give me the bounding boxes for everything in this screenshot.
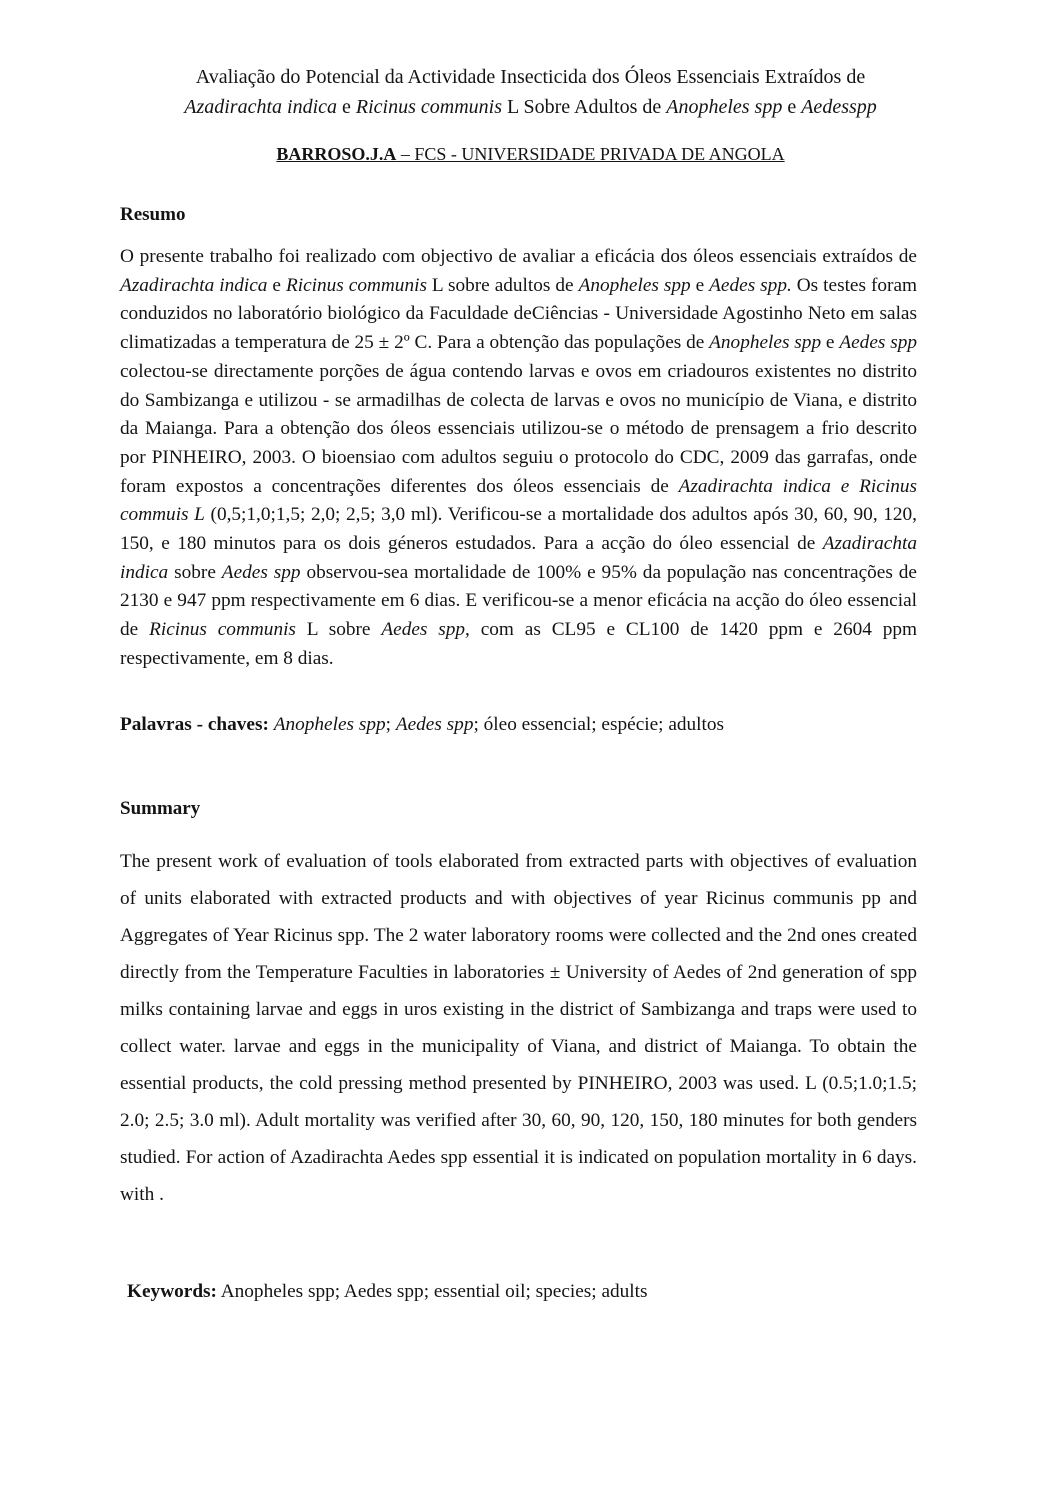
text-run: colectou-se directamente porções de água contendo larvas e ovos em criadouros existentes no distrito do Sambizanga e utilizou - se armadilhas de colecta de larvas e ovos no município de Viana, e distrito da Maianga. Para a obtenção dos óleos essenciais utilizou-se o método de prensagem a frio descrito por PINHEIRO, 2003. O bioensiao com adultos seguiu o protocolo do CDC, 2009 das garrafas, onde foram expostos a concentrações diferentes dos óleos essenciais de <box>120 360 917 497</box>
summary-heading: Summary <box>120 798 201 819</box>
resumo-paragraph <box>120 243 917 674</box>
summary-keywords-label: Keywords: <box>127 1281 217 1302</box>
author-line <box>100 141 961 167</box>
text-run: Aedes spp. <box>709 274 792 296</box>
text-run: Ricinus communis <box>355 96 502 118</box>
text-run: e <box>782 96 802 118</box>
text-run: L sobre <box>295 619 382 641</box>
text-run: Azadirachta indica <box>184 96 337 118</box>
resumo-heading: Resumo <box>120 204 186 225</box>
text-run: Ricinus communis <box>285 274 427 296</box>
text-run: (0,5;1,0;1,5; 2,0; 2,5; 3,0 ml). Verificou-se a mortalidade dos adultos após 30, 60, 90, 120, 150, e 180 minutos para os dois géneros estudados. Para a acção do óleo essencial de <box>120 504 918 555</box>
author-name: BARROSO.J.A <box>276 144 397 164</box>
author-affiliation: – FCS - UNIVERSIDADE PRIVADA DE ANGOLA <box>396 144 785 164</box>
paper-title <box>100 62 961 122</box>
text-run: Ricinus communis <box>149 619 296 641</box>
summary-paragraph: The present work of evaluation of tools elaborated from extracted parts with objectives of evaluation of units elaborated with extracted products and with objectives of year Ricinus communis pp and Aggregates of Year Ricinus spp. The 2 water laboratory rooms were collected and the 2nd ones created directly from the Temperature Faculties in laboratories ± University of Aedes of 2nd generation of spp milks containing larvae and eggs in uros existing in the district of Sambizanga and traps were used to collect water. larvae and eggs in the municipality of Viana, and district of Maianga. To obtain the essential products, the cold pressing method presented by PINHEIRO, 2003 was used. L (0.5;1.0;1.5; 2.0; 2.5; 3.0 ml). Adult mortality was verified after 30, 60, 90, 120, 150, 180 minutes for both genders studied. For action of Azadirachta Aedes spp essential it is indicated on population mortality in 6 days. with . <box>120 851 917 1205</box>
text-run: Aedes spp <box>221 561 301 583</box>
text-run: e <box>267 274 286 296</box>
text-run: e <box>690 274 710 296</box>
text-run: Os testes foram conduzidos no laboratório biológico da Faculdade deCiências - Universidade Agostinho Neto em salas climatizadas a temperatura de 25 ± 2º C. Para a obtenção das populações de <box>120 274 918 354</box>
text-run: sobre <box>168 561 222 583</box>
summary-keywords <box>127 1279 648 1305</box>
text-run: Anopheles spp <box>578 274 691 296</box>
text-run: Aedesspp <box>801 96 877 118</box>
resumo-keywords <box>120 712 724 738</box>
text-run: O presente trabalho foi realizado com objectivo de avaliar a eficácia dos óleos essenciais extraídos de <box>120 246 917 267</box>
text-run: , com as CL95 e CL100 de 1420 ppm e 2604 ppm respectivamente, em 8 dias. <box>120 619 918 669</box>
text-run: e <box>337 96 356 118</box>
title-line-2 <box>100 92 961 122</box>
text-run: L Sobre Adultos de <box>501 96 667 118</box>
text-run: ; <box>385 714 396 735</box>
resumo-keywords-text <box>269 714 724 735</box>
text-run: Aedes spp <box>839 332 918 354</box>
text-run: Aedes spp <box>381 619 466 641</box>
text-run: Aedes spp <box>395 714 474 735</box>
resumo-keywords-label: Palavras - chaves: <box>120 714 269 735</box>
text-run: Anopheles spp <box>709 332 822 354</box>
summary-keywords-text: Anopheles spp; Aedes spp; essential oil; species; adults <box>216 1281 648 1302</box>
text-run: observou-sea mortalidade de 100% e 95% da população nas concentrações de 2130 e 947 ppm respectivamente em 6 dias. E verificou-se a menor eficácia na acção do óleo essencial de <box>120 561 917 641</box>
text-run: Azadirachta indica <box>120 533 917 583</box>
text-run: Anopheles spp <box>666 96 783 118</box>
text-run: e <box>821 332 840 354</box>
text-run: Azadirachta indica <box>120 274 268 296</box>
title-line-1: Avaliação do Potencial da Actividade Insecticida dos Óleos Essenciais Extraídos de <box>195 66 866 88</box>
text-run: Anopheles spp <box>273 714 386 735</box>
text-run: ; óleo essencial; espécie; adultos <box>473 714 725 735</box>
text-run: L sobre adultos de <box>426 274 579 296</box>
text-run: Azadirachta indica e Ricinus commuis L <box>120 475 917 526</box>
